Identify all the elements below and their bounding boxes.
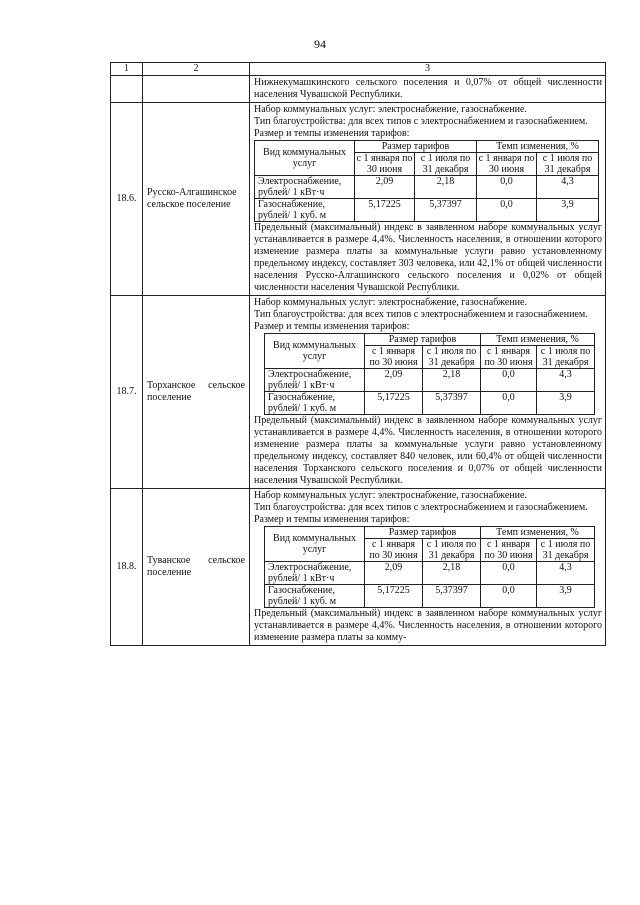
settlement-content [250,103,606,296]
settlement-name: Торханское сельское поселение [143,296,250,489]
improvement-type-line: Тип благоустройства: для всех типов с электроснабжением и газоснабжением. [254,309,588,320]
rate-value: 4,3 [537,176,599,199]
tariff-value: 2,09 [365,369,423,392]
rate-value: 4,3 [537,562,595,585]
tariff-value: 5,17225 [365,392,423,415]
change-rate-header: Темп изменения, % [481,334,595,346]
period-header: с 1 января по 30 июня [365,539,423,562]
header-row [111,63,606,76]
tariff-size-header: Размер тарифов [365,527,481,539]
settlement-row [111,489,606,646]
service-type-header: Вид коммунальных услуг [265,334,365,369]
settlement-content [250,489,606,646]
service-name: Электроснабжение, рублей/ 1 кВт·ч [265,562,365,585]
rate-value: 0,0 [481,562,537,585]
tariff-row [255,199,599,222]
settlement-name: Туванское сельское поселение [143,489,250,646]
tariff-row [265,562,595,585]
tariff-value: 5,17225 [355,199,415,222]
period-header: с 1 июля по 31 декабря [537,346,595,369]
limit-index-text: Предельный (максимальный) индекс в заявленном наборе коммунальных услуг устанавливается в размере 4,4%. Численность населения, в отношении которого изменение размера платы за коммунальные услуги равно установленному предельному индексу, составляет 840 человек, или 60,4% от общей численности населения Торханского сельского поселения и 0,07% от общей численности населения Чувашской Республики. [254,415,602,486]
tariff-row [265,392,595,415]
service-name: Газоснабжение, рублей/ 1 куб. м [265,585,365,608]
services-set-line: Набор коммунальных услуг: электроснабжение, газоснабжение. [254,297,527,308]
service-name: Электроснабжение, рублей/ 1 кВт·ч [265,369,365,392]
tariff-value: 5,17225 [365,585,423,608]
rate-value: 0,0 [477,199,537,222]
rate-value: 3,9 [537,585,595,608]
tariff-title: Размер и темпы изменения тарифов: [254,321,410,332]
tariff-title: Размер и темпы изменения тарифов: [254,514,410,525]
intro-row [111,76,606,103]
tariff-table [254,140,599,222]
services-set-line: Набор коммунальных услуг: электроснабжение, газоснабжение. [254,104,527,115]
tariff-row [265,585,595,608]
tariff-value: 2,09 [355,176,415,199]
limit-index-text: Предельный (максимальный) индекс в заявленном наборе коммунальных услуг устанавливается в размере 4,4%. Численность населения, в отношении которого изменение размера платы за комму- [254,608,602,643]
settlement-content [250,296,606,489]
service-name: Газоснабжение, рублей/ 1 куб. м [265,392,365,415]
tariff-size-header: Размер тарифов [365,334,481,346]
settlement-row [111,103,606,296]
header-col-3: 3 [250,63,606,76]
intro-text: Нижнекумашкинского сельского поселения и 0,07% от общей численности населения Чувашской Республики. [254,77,602,100]
period-header: с 1 июля по 31 декабря [537,153,599,176]
period-header: с 1 июля по 31 декабря [423,346,481,369]
rate-value: 3,9 [537,392,595,415]
row-number: 18.8. [111,489,143,646]
period-header: с 1 января по 30 июня [481,346,537,369]
service-type-header: Вид коммунальных услуг [265,527,365,562]
tariff-value: 2,18 [423,369,481,392]
page-number: 94 [314,37,326,51]
tariff-title: Размер и темпы изменения тарифов: [254,128,410,139]
period-header: с 1 января по 30 июня [355,153,415,176]
tariff-value: 5,37397 [415,199,477,222]
tariff-value: 2,09 [365,562,423,585]
tariff-value: 5,37397 [423,585,481,608]
settlement-row [111,296,606,489]
rate-value: 3,9 [537,199,599,222]
rate-value: 0,0 [481,369,537,392]
rate-value: 4,3 [537,369,595,392]
service-name: Газоснабжение, рублей/ 1 куб. м [255,199,355,222]
period-header: с 1 января по 30 июня [365,346,423,369]
tariff-table [264,526,595,608]
row-number: 18.7. [111,296,143,489]
service-name: Электроснабжение, рублей/ 1 кВт·ч [255,176,355,199]
rate-value: 0,0 [477,176,537,199]
tariff-size-header: Размер тарифов [355,141,477,153]
period-header: с 1 января по 30 июня [481,539,537,562]
service-type-header: Вид коммунальных услуг [255,141,355,176]
improvement-type-line: Тип благоустройства: для всех типов с электроснабжением и газоснабжением. [254,116,588,127]
tariff-value: 2,18 [415,176,477,199]
period-header: с 1 января по 30 июня [477,153,537,176]
tariff-table [264,333,595,415]
limit-index-text: Предельный (максимальный) индекс в заявленном наборе коммунальных услуг устанавливается в размере 4,4%. Численность населения, в отношении которого изменение размера платы за коммунальные услуги равно установленному предельному индексу, составляет 303 человека, или 42,1% от общей численности населения Русско-Алгашинского сельского поселения и 0,02% от общей численности населения Чувашской Республики. [254,222,602,293]
header-col-2: 2 [143,63,250,76]
services-set-line: Набор коммунальных услуг: электроснабжение, газоснабжение. [254,490,527,501]
tariff-value: 2,18 [423,562,481,585]
settlement-name: Русско-Алгашинское сельское поселение [143,103,250,296]
tariff-row [265,369,595,392]
row-number: 18.6. [111,103,143,296]
rate-value: 0,0 [481,585,537,608]
improvement-type-line: Тип благоустройства: для всех типов с электроснабжением и газоснабжением. [254,502,588,513]
header-col-1: 1 [111,63,143,76]
period-header: с 1 июля по 31 декабря [415,153,477,176]
period-header: с 1 июля по 31 декабря [423,539,481,562]
tariff-value: 5,37397 [423,392,481,415]
main-table [110,62,606,646]
change-rate-header: Темп изменения, % [481,527,595,539]
change-rate-header: Темп изменения, % [477,141,599,153]
rate-value: 0,0 [481,392,537,415]
tariff-row [255,176,599,199]
period-header: с 1 июля по 31 декабря [537,539,595,562]
